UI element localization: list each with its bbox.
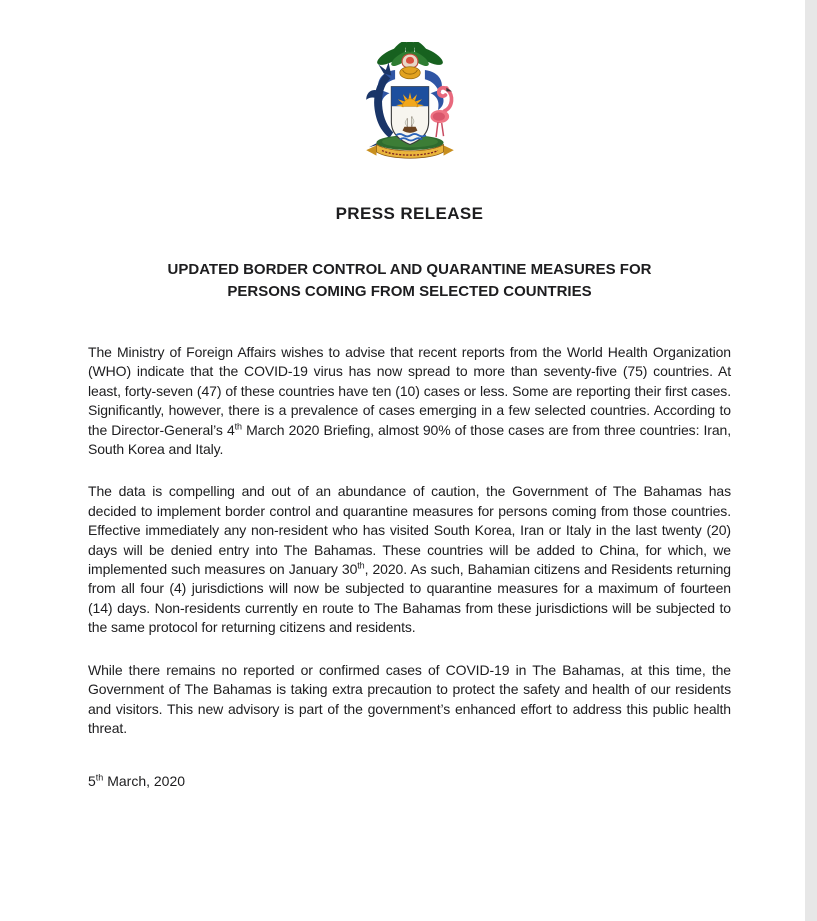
bahamas-coat-of-arms-icon [88,42,731,165]
paragraph-border-measures: The data is compelling and out of an abundance of caution, the Government of The Bahamas has decided to implement border control and quarantine measures for persons coming from those countries. Effective immediately any non-resident who has visited South Korea, Iran or Italy in the last twenty (20) days will be denied entry into The Bahamas. These countries will be added to China, for which, we implemented such measures on January 30th, 2020. As such, Bahamian citizens and Residents returning from all four (4) jurisdictions will now be subjected to quarantine measures for a maximum of fourteen (14) days. Non-residents currently en route to The Bahamas from these jurisdictions will be subjected to the same protocol for returning citizens and residents. [88,483,731,636]
page-title: PRESS RELEASE [335,204,484,223]
document-body [88,343,731,738]
page-right-edge [805,0,817,921]
paragraph-who-report: The Ministry of Foreign Affairs wishes to advise that recent reports from the World Health Organization (WHO) indicate that the COVID-19 virus has now spread to more than seventy-five (75) countries. At least, forty-seven (47) of these countries have ten (10) cases or less. Some are reporting their first cases. Significantly, however, there is a prevalence of cases emerging in a few selected countries. According to the Director-General’s 4th March 2020 Briefing, almost 90% of those cases are from three countries: Iran, South Korea and Italy. [88,344,731,458]
document-date: 5th March, 2020 [88,772,186,790]
subtitle-line-2: PERSONS COMING FROM SELECTED COUNTRIES [227,283,592,300]
paragraph-precaution: While there remains no reported or confirmed cases of COVID-19 in The Bahamas, at this time, the Government of The Bahamas is taking extra precaution to protect the safety and health of our residents and visitors. This new advisory is part of the government’s enhanced effort to address this public health threat. [88,661,731,736]
subtitle-line-1: UPDATED BORDER CONTROL AND QUARANTINE MEASURES FOR [167,261,652,278]
document-subtitle [88,259,731,303]
